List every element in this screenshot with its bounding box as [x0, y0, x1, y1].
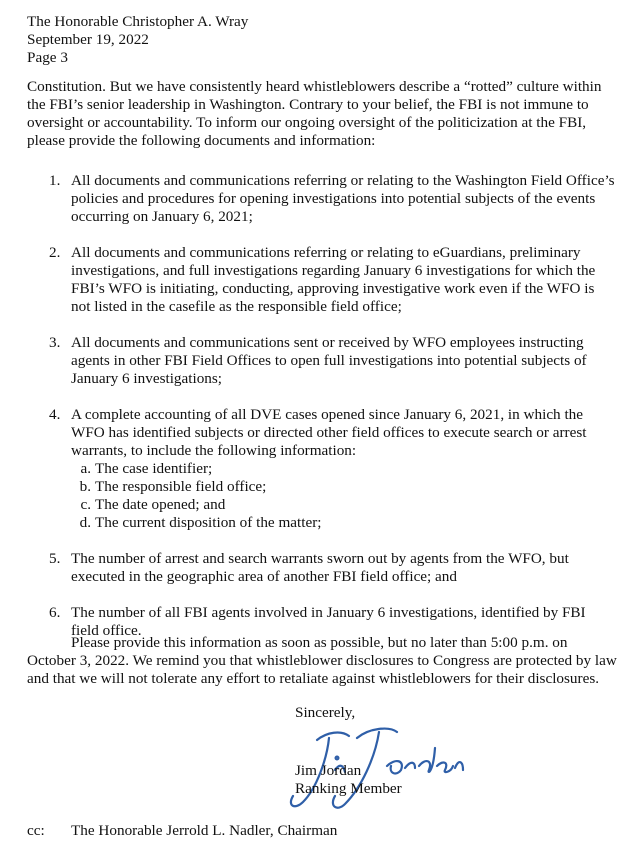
- signer-name: Jim Jordan: [295, 762, 362, 779]
- signer-title: Ranking Member: [295, 780, 402, 797]
- subitem-a: [71, 460, 617, 478]
- valediction: Sincerely,: [295, 704, 356, 721]
- item-text: The number of all FBI agents involved in January 6 investigations, identified by FBI field office.: [71, 604, 586, 639]
- item-number: 6.: [49, 604, 61, 621]
- item-number: 4.: [49, 406, 61, 423]
- page-number: Page 3: [27, 49, 68, 66]
- item-number: 5.: [49, 550, 61, 567]
- item-text: All documents and communications referring or relating to the Washington Field Office’s policies and procedures for opening investigations into potential subjects of the events occurring on January 6, 2021;: [71, 172, 615, 225]
- subitem-list: [71, 460, 617, 532]
- request-item-2: [27, 244, 617, 316]
- closing-paragraph: Please provide this information as soon as possible, but no later than 5:00 p.m. on October 3, 2022. We remind you that whistleblower disclosures to Congress are protected by law and that we will not tolerate any effort to retaliate against whistleblowers for their disclosures.: [27, 634, 617, 687]
- subitem-text: The current disposition of the matter;: [95, 514, 322, 531]
- letter-header: [27, 13, 248, 67]
- item-number: 2.: [49, 244, 61, 261]
- subitem-b: [71, 478, 617, 496]
- subitem-letter: c.: [80, 496, 91, 513]
- recipient-line: The Honorable Christopher A. Wray: [27, 13, 249, 30]
- item-number: 1.: [49, 172, 61, 189]
- signature-block: [295, 704, 495, 814]
- subitem-letter: b.: [79, 478, 91, 495]
- subitem-letter: a.: [80, 460, 91, 477]
- subitem-c: [71, 496, 617, 514]
- request-item-5: [27, 550, 617, 586]
- request-list: [27, 172, 617, 658]
- item-text: All documents and communications sent or received by WFO employees instructing agents in other FBI Field Offices to open full investigations into potential subjects of January 6 investigations;: [71, 334, 587, 387]
- subitem-d: [71, 514, 617, 532]
- item-text: A complete accounting of all DVE cases opened since January 6, 2021, in which the WFO has identified subjects or directed other field offices to execute search or arrest warrants, to include the following information:: [71, 406, 587, 459]
- subitem-text: The responsible field office;: [95, 478, 267, 495]
- intro-paragraph: Constitution. But we have consistently heard whistleblowers describe a “rotted” culture within the FBI’s senior leadership in Washington. Contrary to your belief, the FBI is not immune to oversight or accountability. To inform our ongoing oversight of the politicization at the FBI, please provide the following documents and information:: [27, 78, 602, 149]
- request-item-3: [27, 334, 617, 388]
- subitem-letter: d.: [79, 514, 91, 531]
- subitem-text: The case identifier;: [95, 460, 213, 477]
- subitem-text: The date opened; and: [95, 496, 226, 513]
- item-number: 3.: [49, 334, 61, 351]
- cc-recipient: The Honorable Jerrold L. Nadler, Chairman: [71, 822, 338, 839]
- date-line: September 19, 2022: [27, 31, 149, 48]
- request-item-4: [27, 406, 617, 532]
- item-text: The number of arrest and search warrants sworn out by agents from the WFO, but executed in the geographic area of another FBI field office; and: [71, 550, 569, 585]
- item-text: All documents and communications referring or relating to eGuardians, preliminary investigations, and full investigations regarding January 6 investigations for which the FBI’s WFO is initiating, conducting, approving investigative work even if the WFO is not listed in the casefile as the responsible field office;: [71, 244, 596, 315]
- request-item-1: [27, 172, 617, 226]
- cc-label: cc:: [27, 822, 45, 839]
